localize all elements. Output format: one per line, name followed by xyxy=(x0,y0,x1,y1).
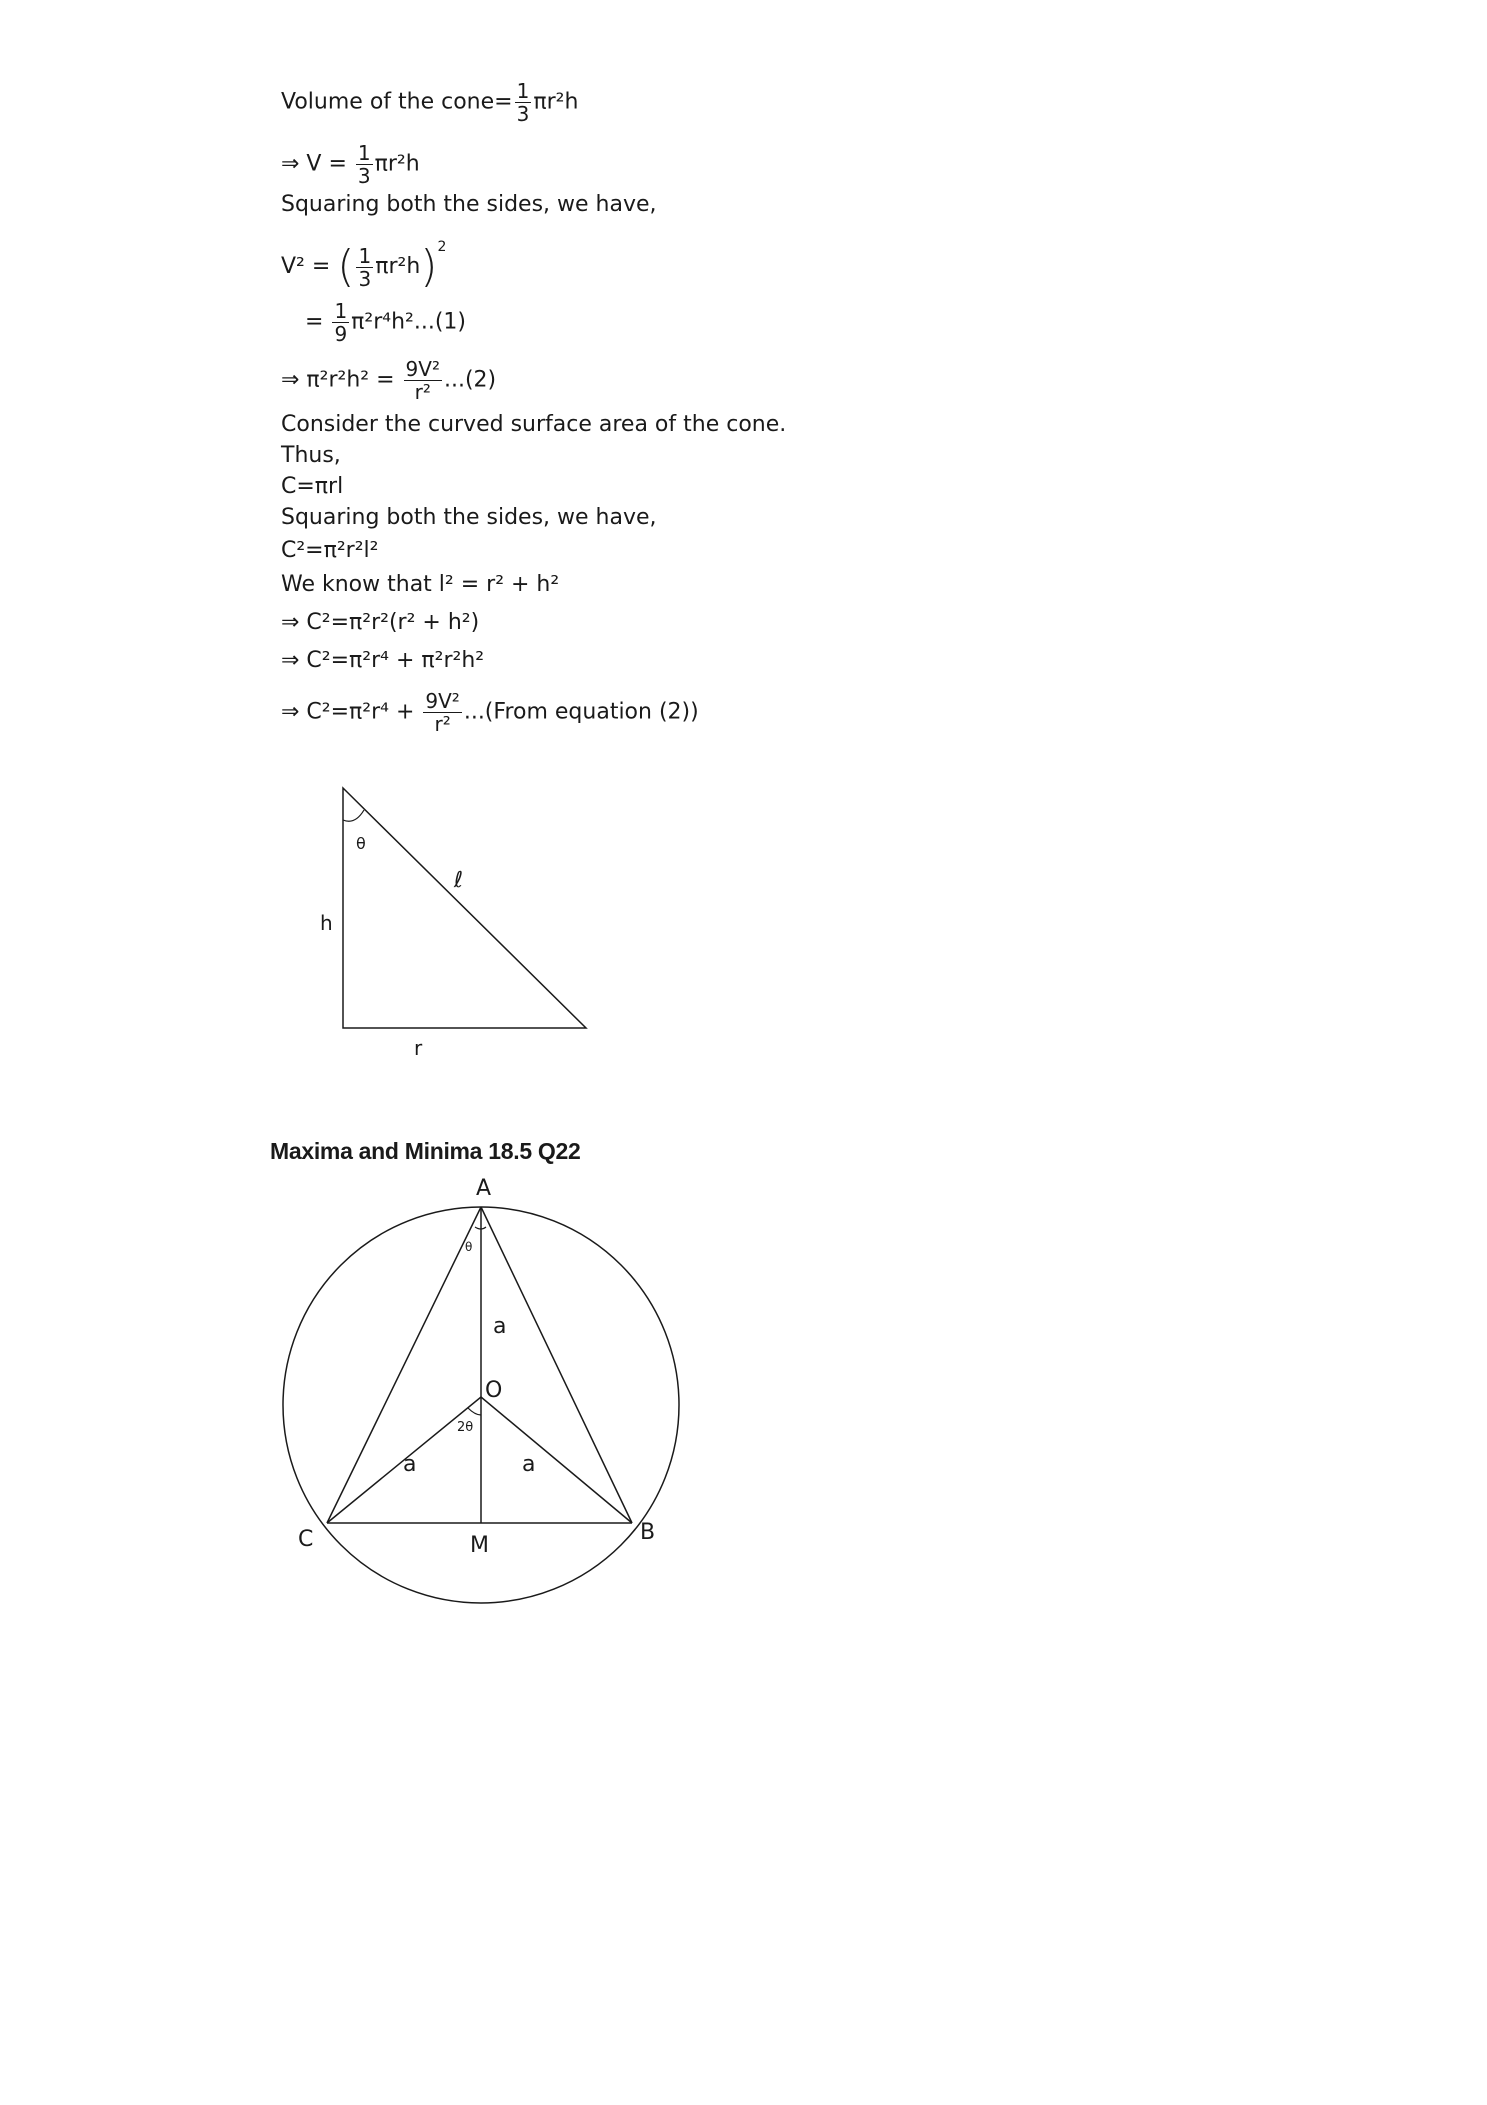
midpoint-m-label: M xyxy=(470,1533,489,1558)
c-squared-sum: ⇒ C²=π²r⁴ + π²r²h² xyxy=(281,648,485,673)
c-squared-final: ⇒ C²=π²r⁴ + $\frac{\text{9V²}}{\text{r²}}$ ...(From equation (2)) xyxy=(281,689,699,736)
fraction-one-third: $\frac{1}{3}$ xyxy=(357,141,371,188)
theta-label-a: θ xyxy=(465,1240,473,1254)
fraction-one-third: $\frac{1}{3}$ xyxy=(516,79,530,126)
two-theta-label: 2θ xyxy=(457,1420,474,1435)
triangle-shape xyxy=(343,788,586,1028)
thus-text: Thus, xyxy=(281,443,341,468)
vertex-a-label: A xyxy=(476,1176,492,1201)
v-squared-line: V² = ( $\frac{1}{3}$ πr²h)$^2$ xyxy=(281,239,447,292)
two-theta-arc-o xyxy=(468,1408,481,1415)
side-a-top-label: a xyxy=(493,1314,507,1339)
volume-formula-line xyxy=(281,80,578,125)
vertex-c-label: C xyxy=(298,1527,314,1552)
fraction-one-third: $\frac{1}{3}$ xyxy=(358,243,372,291)
theta-label: θ xyxy=(356,834,366,853)
curved-surface-text: Consider the curved surface area of the cone. xyxy=(281,412,787,437)
side-a-left-label: a xyxy=(403,1452,417,1477)
hypotenuse-label: ℓ xyxy=(454,868,464,893)
theta-arc xyxy=(343,810,364,821)
equation-1-line: = $\frac{1}{9}$ π²r⁴h²...(1) xyxy=(305,299,467,346)
squaring-text-2: Squaring both the sides, we have, xyxy=(281,505,657,530)
height-label: h xyxy=(320,911,333,935)
volume-label: Volume of the cone= xyxy=(281,89,513,115)
squaring-text-1: Squaring both the sides, we have, xyxy=(281,192,657,217)
c-equals-pirl: C=πrl xyxy=(281,474,344,499)
inscribed-triangle-diagram xyxy=(270,1165,690,1605)
v-equals-line: ⇒ V = $\frac{1}{3}$ πr²h xyxy=(281,141,420,188)
pi-r2-h: πr²h xyxy=(533,89,579,115)
equation-2-line: ⇒ π²r²h² = $\frac{\text{9V²}}{\text{r²}}$ ...(2) xyxy=(281,357,497,404)
section-heading: Maxima and Minima 18.5 Q22 xyxy=(270,1138,581,1164)
side-a-right-label: a xyxy=(522,1452,536,1477)
fraction-9v2-r2: $\frac{\text{9V²}}{\text{r²}}$ xyxy=(425,689,460,736)
fraction-9v2-r2: $\frac{\text{9V²}}{\text{r²}}$ xyxy=(405,357,440,404)
c-squared-expanded: ⇒ C²=π²r²(r² + h²) xyxy=(281,610,480,635)
fraction-one-ninth: $\frac{1}{9}$ xyxy=(334,299,348,346)
right-triangle-diagram xyxy=(300,770,620,1070)
vertex-b-label: B xyxy=(640,1520,656,1545)
radius-ob xyxy=(481,1397,632,1523)
radius-label: r xyxy=(414,1036,423,1060)
c-squared-line: C²=π²r²l² xyxy=(281,538,379,563)
center-o-label: O xyxy=(485,1378,503,1403)
l-squared-identity: We know that l² = r² + h² xyxy=(281,572,560,597)
